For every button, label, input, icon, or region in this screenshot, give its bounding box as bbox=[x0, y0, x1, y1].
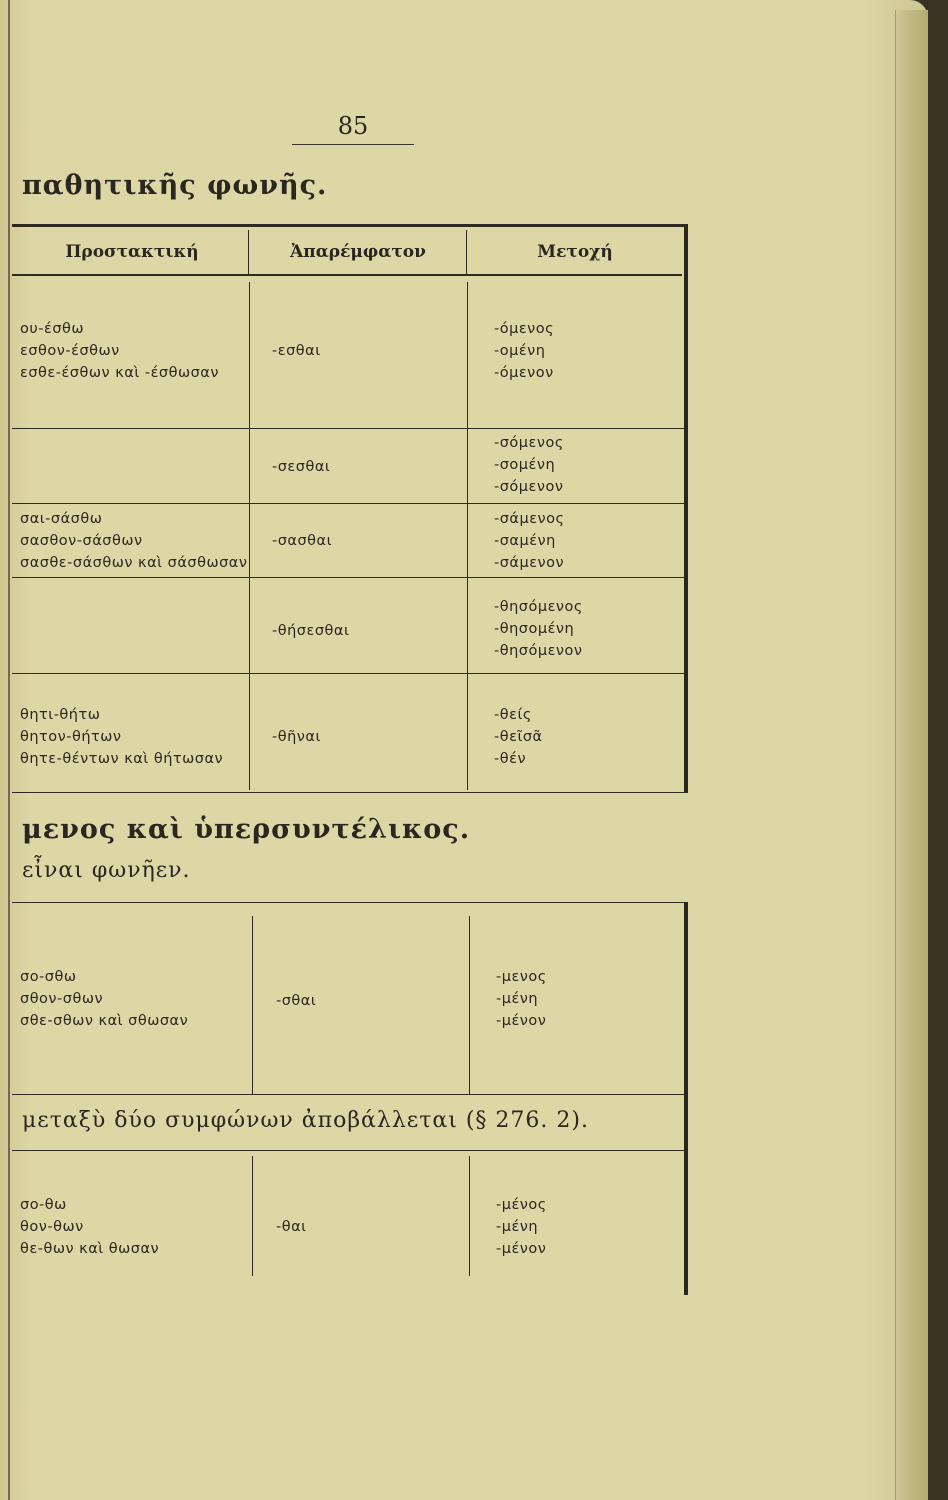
form-line: -μένον bbox=[496, 1013, 547, 1029]
header-divider bbox=[466, 230, 467, 275]
form-line: -μένος bbox=[496, 1197, 547, 1213]
column-divider bbox=[252, 1156, 253, 1276]
page-number: 85 bbox=[292, 112, 414, 145]
column-divider bbox=[249, 282, 250, 790]
column-divider bbox=[469, 1156, 470, 1276]
table-bottom-rule bbox=[12, 792, 688, 793]
table-top-rule bbox=[12, 224, 688, 227]
form-line: θητον-θήτων bbox=[20, 729, 122, 745]
form-line: -μένον bbox=[496, 1241, 547, 1257]
form-line: -σόμενος bbox=[494, 435, 564, 451]
gutter-line bbox=[8, 0, 10, 1500]
form-line: -σομένη bbox=[494, 457, 556, 473]
table3-imperative bbox=[20, 1194, 159, 1260]
table-right-border bbox=[684, 224, 688, 792]
table-row-5-infinitive: -θῆναι bbox=[272, 729, 321, 745]
form-line: -σόμενον bbox=[494, 479, 564, 495]
form-line: -μένη bbox=[496, 991, 539, 1007]
header-rule bbox=[12, 274, 682, 276]
form-line: θε-θων καὶ θωσαν bbox=[20, 1241, 160, 1257]
form-line: -θέν bbox=[494, 751, 527, 767]
row-rule bbox=[12, 428, 684, 429]
table-row-4-participle bbox=[494, 596, 583, 662]
form-line: σαι-σάσθω bbox=[20, 511, 103, 527]
table-row-3-infinitive: -σασθαι bbox=[272, 533, 333, 549]
table-right-border bbox=[684, 902, 688, 1295]
section-heading-perfect: μενος καὶ ὑπερσυντέλικος. bbox=[22, 814, 471, 845]
form-line: -θεῖσᾶ bbox=[494, 729, 543, 745]
form-line: -σάμενος bbox=[494, 511, 565, 527]
table-row-4-infinitive: -θήσεσθαι bbox=[272, 623, 350, 639]
table-row-2-infinitive: -σεσθαι bbox=[272, 459, 331, 475]
table2-participle bbox=[496, 966, 547, 1032]
column-divider bbox=[467, 282, 468, 790]
column-divider bbox=[469, 916, 470, 1094]
form-line: σθον-σθων bbox=[20, 991, 104, 1007]
form-line: σασθε-σάσθων καὶ σάσθωσαν bbox=[20, 555, 248, 571]
table2-imperative bbox=[20, 966, 188, 1032]
table-row-2-participle bbox=[494, 432, 564, 498]
row-rule bbox=[12, 673, 684, 674]
note-sentence: εἶναι φωνῆεν. bbox=[22, 858, 191, 883]
form-line: -θησομένη bbox=[494, 621, 575, 637]
form-line: ου-έσθω bbox=[20, 321, 85, 337]
header-divider bbox=[248, 230, 249, 275]
form-line: -όμενον bbox=[494, 365, 554, 381]
table-row-1-imperative bbox=[20, 318, 219, 384]
row-rule bbox=[12, 1094, 686, 1095]
column-header-imperative: Προστακτική bbox=[65, 242, 199, 262]
form-line: -μενος bbox=[496, 969, 547, 985]
column-header-infinitive: Ἀπαρέμφατον bbox=[290, 242, 426, 262]
table-row-3-imperative bbox=[20, 508, 247, 574]
table-row-1-participle bbox=[494, 318, 554, 384]
rule-sentence: μεταξὺ δύο συμφώνων ἀποβάλλεται (§ 276. 2). bbox=[22, 1108, 589, 1133]
form-line: σο-θω bbox=[20, 1197, 67, 1213]
table-row-1-infinitive: -εσθαι bbox=[272, 343, 321, 359]
form-line: -μένη bbox=[496, 1219, 539, 1235]
form-line: -θησόμενον bbox=[494, 643, 583, 659]
section-heading-passive-voice: παθητικῆς φωνῆς. bbox=[22, 170, 328, 201]
form-line: θητε-θέντων καὶ θήτωσαν bbox=[20, 751, 224, 767]
table-row-3-participle bbox=[494, 508, 565, 574]
column-divider bbox=[252, 916, 253, 1094]
form-line: εσθε-έσθων καὶ -έσθωσαν bbox=[20, 365, 219, 381]
form-line: θητι-θήτω bbox=[20, 707, 101, 723]
form-line: σθε-σθων καὶ σθωσαν bbox=[20, 1013, 189, 1029]
row-rule bbox=[12, 503, 684, 504]
table2-infinitive: -σθαι bbox=[276, 993, 317, 1009]
form-line: -σάμενον bbox=[494, 555, 565, 571]
form-line: σασθον-σάσθων bbox=[20, 533, 143, 549]
form-line: -όμενος bbox=[494, 321, 555, 337]
form-line: -σαμένη bbox=[494, 533, 556, 549]
table-row-5-participle bbox=[494, 704, 543, 770]
table-top-rule bbox=[12, 902, 688, 903]
table-row-5-imperative bbox=[20, 704, 223, 770]
page-edge bbox=[895, 10, 928, 1500]
row-rule bbox=[12, 1150, 686, 1151]
form-line: -θείς bbox=[494, 707, 532, 723]
table3-infinitive: -θαι bbox=[276, 1219, 307, 1235]
form-line: εσθον-έσθων bbox=[20, 343, 120, 359]
table3-participle bbox=[496, 1194, 547, 1260]
form-line: -θησόμενος bbox=[494, 599, 583, 615]
form-line: -ομένη bbox=[494, 343, 546, 359]
form-line: θον-θων bbox=[20, 1219, 84, 1235]
column-header-participle: Μετοχή bbox=[537, 242, 613, 262]
form-line: σο-σθω bbox=[20, 969, 77, 985]
row-rule bbox=[12, 577, 684, 578]
